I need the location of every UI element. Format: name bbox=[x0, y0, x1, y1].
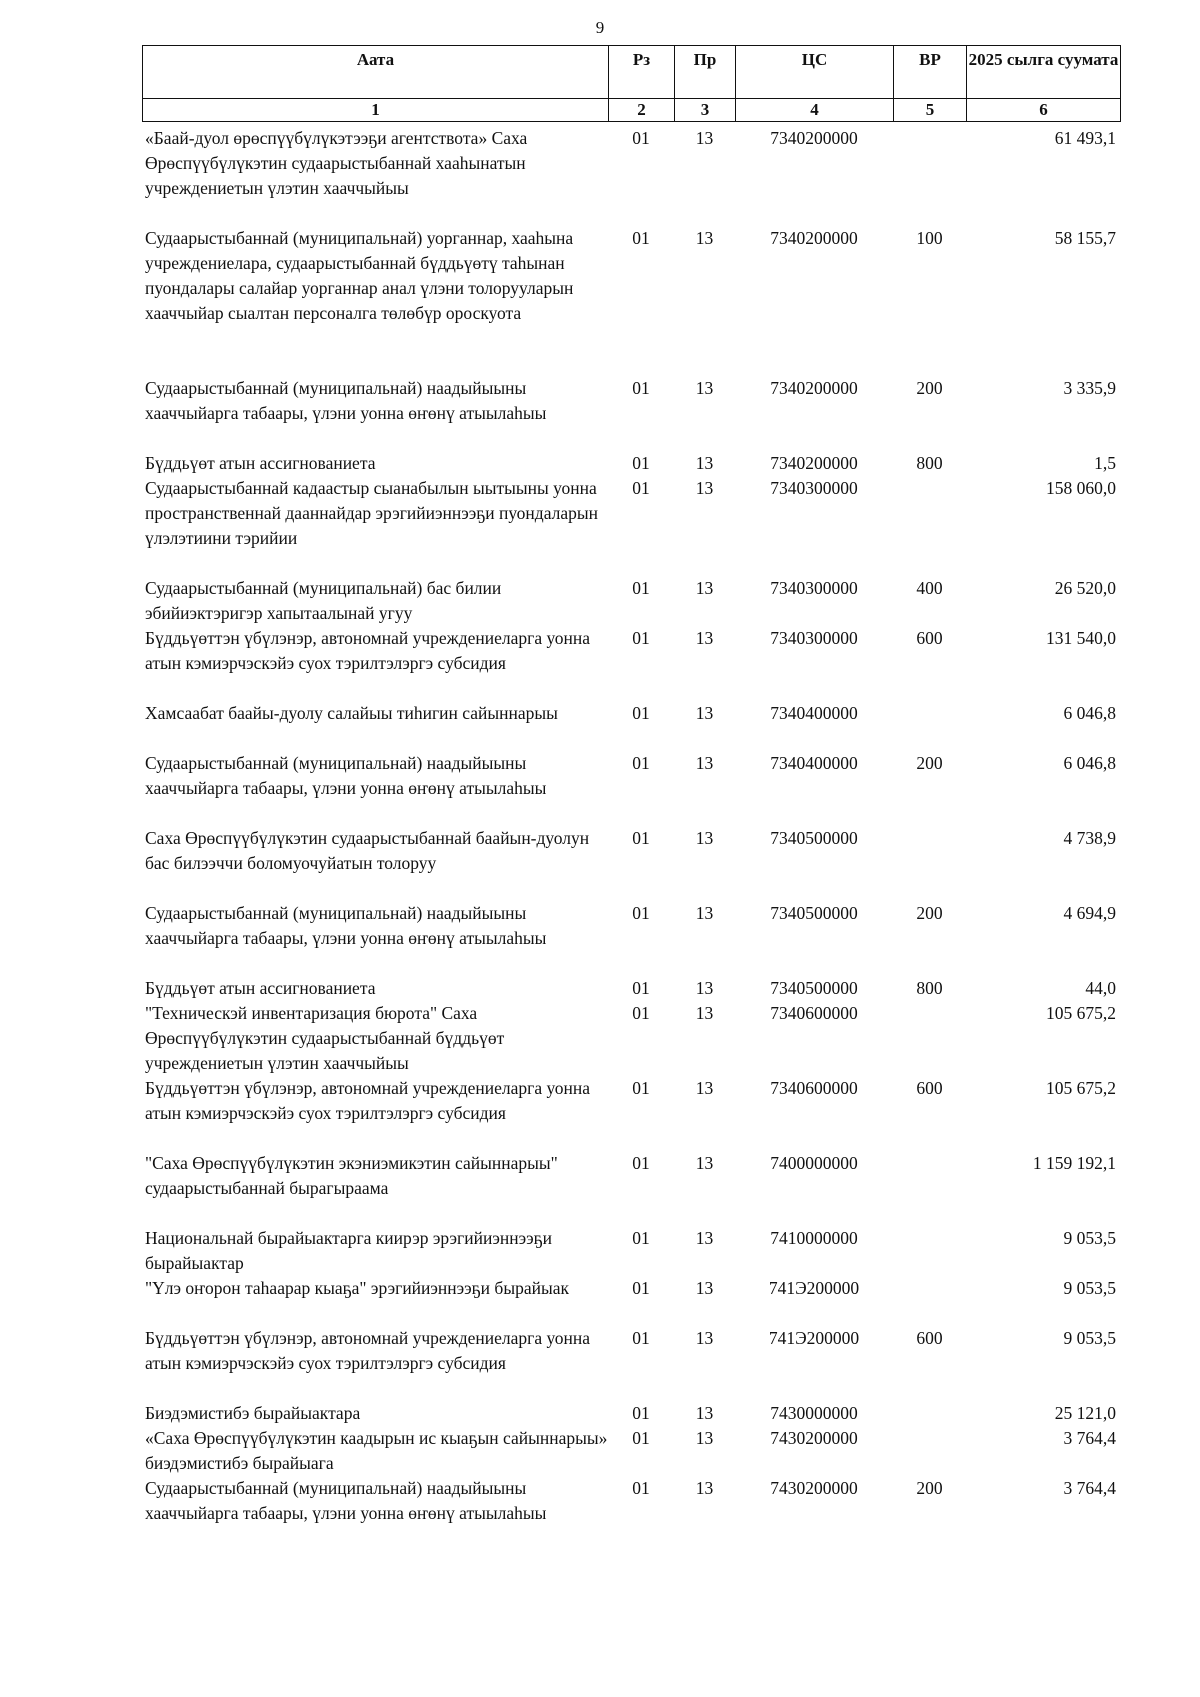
column-number: 4 bbox=[736, 99, 894, 122]
header-amount: 2025 сылга суумата bbox=[967, 46, 1121, 99]
row-rz: 01 bbox=[632, 1478, 650, 1498]
row-rz: 01 bbox=[632, 1278, 650, 1298]
table-header bbox=[142, 45, 1121, 122]
row-cs: 7340200000 bbox=[770, 228, 858, 248]
table-row bbox=[142, 826, 1120, 901]
row-name: Бүддьүөт атын ассигнованиета bbox=[145, 978, 376, 998]
row-rz: 01 bbox=[632, 1228, 650, 1248]
row-name: «Баай-дуол өрөспүүбүлүкэтээҕи агентствота» Саха Өрөспүүбүлүкэтин судаарыстыбаннай хааһынатын учреждениетын үлэтин хааччыйыы bbox=[145, 128, 528, 198]
row-cs: 7340200000 bbox=[770, 378, 858, 398]
row-vr: 200 bbox=[916, 1478, 943, 1498]
row-amount: 9 053,5 bbox=[1063, 1228, 1116, 1248]
row-amount: 131 540,0 bbox=[1046, 628, 1116, 648]
row-cs: 7340500000 bbox=[770, 978, 858, 998]
row-rz: 01 bbox=[632, 478, 650, 498]
row-pr: 13 bbox=[695, 1428, 714, 1448]
header-vr: ВР bbox=[894, 46, 967, 99]
row-rz: 01 bbox=[632, 228, 650, 248]
table-row bbox=[142, 576, 1120, 626]
row-amount: 4 738,9 bbox=[1063, 828, 1116, 848]
table-body bbox=[142, 126, 1120, 1526]
row-pr: 13 bbox=[695, 578, 714, 598]
header-row bbox=[143, 46, 1121, 99]
row-vr bbox=[893, 701, 966, 751]
row-pr: 13 bbox=[695, 478, 714, 498]
table-row bbox=[142, 1001, 1120, 1076]
table-row bbox=[142, 1151, 1120, 1226]
row-rz: 01 bbox=[632, 828, 650, 848]
table-row bbox=[142, 626, 1120, 701]
row-name: Судаарыстыбаннай (муниципальнай) бас билии эбийиэктэригэр хапытаалынай угуу bbox=[145, 578, 502, 623]
row-amount: 6 046,8 bbox=[1063, 703, 1116, 723]
row-rz: 01 bbox=[632, 1403, 650, 1423]
row-rz: 01 bbox=[632, 453, 650, 473]
row-cs: 7340200000 bbox=[770, 128, 858, 148]
row-name: Бүддьүөттэн үбүлэнэр, автономнай учреждениеларга уонна атын кэмиэрчэскэйэ суох тэрилтэлэргэ субсидия bbox=[145, 628, 591, 673]
column-number-row bbox=[143, 99, 1121, 122]
row-vr: 100 bbox=[916, 228, 943, 248]
table-row bbox=[142, 976, 1120, 1001]
row-vr: 200 bbox=[916, 903, 943, 923]
table-row bbox=[142, 751, 1120, 826]
row-vr: 600 bbox=[916, 1078, 943, 1098]
row-vr: 200 bbox=[916, 753, 943, 773]
row-pr: 13 bbox=[695, 1153, 714, 1173]
row-cs: 7430000000 bbox=[770, 1403, 858, 1423]
row-amount: 3 764,4 bbox=[1063, 1478, 1116, 1498]
row-cs: 741Э200000 bbox=[768, 1328, 860, 1348]
row-pr: 13 bbox=[695, 978, 714, 998]
row-cs: 7340600000 bbox=[770, 1003, 858, 1023]
row-amount: 1,5 bbox=[1094, 453, 1116, 473]
row-name: Судаарыстыбаннай (муниципальнай) наадыйыыны хааччыйарга табаары, үлэни уонна өҥөнү атыылаһыы bbox=[145, 903, 547, 948]
table-row bbox=[142, 1276, 1120, 1326]
table-row bbox=[142, 1426, 1120, 1476]
row-vr: 800 bbox=[916, 978, 943, 998]
row-amount: 3 335,9 bbox=[1063, 378, 1116, 398]
row-name: Бүддьүөт атын ассигнованиета bbox=[145, 453, 376, 473]
column-number: 1 bbox=[143, 99, 609, 122]
row-amount: 1 159 192,1 bbox=[1032, 1153, 1116, 1173]
row-amount: 26 520,0 bbox=[1054, 578, 1116, 598]
row-cs: 7340500000 bbox=[770, 828, 858, 848]
row-pr: 13 bbox=[695, 228, 714, 248]
row-name: Судаарыстыбаннай (муниципальнай) наадыйыыны хааччыйарга табаары, үлэни уонна өҥөнү атыылаһыы bbox=[145, 1478, 547, 1523]
row-name: Судаарыстыбаннай (муниципальнай) наадыйыыны хааччыйарга табаары, үлэни уонна өҥөнү атыылаһыы bbox=[145, 753, 547, 798]
row-pr: 13 bbox=[695, 703, 714, 723]
row-pr: 13 bbox=[695, 453, 714, 473]
table-row bbox=[142, 226, 1120, 376]
table-row bbox=[142, 476, 1120, 576]
row-name: Бүддьүөттэн үбүлэнэр, автономнай учреждениеларга уонна атын кэмиэрчэскэйэ суох тэрилтэлэргэ субсидия bbox=[145, 1328, 591, 1373]
row-amount: 61 493,1 bbox=[1054, 128, 1116, 148]
row-amount: 105 675,2 bbox=[1046, 1078, 1116, 1098]
row-pr: 13 bbox=[695, 1228, 714, 1248]
row-name: Биэдэмистибэ бырайыактара bbox=[145, 1403, 361, 1423]
row-cs: 7400000000 bbox=[770, 1153, 858, 1173]
row-amount: 158 060,0 bbox=[1046, 478, 1116, 498]
table-row bbox=[142, 126, 1120, 226]
row-pr: 13 bbox=[695, 1003, 714, 1023]
header-pr: Пр bbox=[675, 46, 736, 99]
row-pr: 13 bbox=[695, 1403, 714, 1423]
row-rz: 01 bbox=[632, 628, 650, 648]
row-rz: 01 bbox=[632, 1328, 650, 1348]
row-name: Национальнай бырайыактарга киирэр эрэгийиэннээҕи бырайыактар bbox=[145, 1228, 552, 1273]
row-name: Бүддьүөттэн үбүлэнэр, автономнай учреждениеларга уонна атын кэмиэрчэскэйэ суох тэрилтэлэргэ субсидия bbox=[145, 1078, 591, 1123]
row-rz: 01 bbox=[632, 1078, 650, 1098]
header-name: Аата bbox=[143, 46, 609, 99]
row-rz: 01 bbox=[632, 1428, 650, 1448]
row-rz: 01 bbox=[632, 578, 650, 598]
row-vr bbox=[893, 1226, 966, 1276]
row-rz: 01 bbox=[632, 978, 650, 998]
row-cs: 7340600000 bbox=[770, 1078, 858, 1098]
row-amount: 9 053,5 bbox=[1063, 1278, 1116, 1298]
column-number: 6 bbox=[967, 99, 1121, 122]
row-cs: 7340200000 bbox=[770, 453, 858, 473]
row-pr: 13 bbox=[695, 903, 714, 923]
column-number: 3 bbox=[675, 99, 736, 122]
row-rz: 01 bbox=[632, 903, 650, 923]
row-name: Саха Өрөспүүбүлүкэтин судаарыстыбаннай баайын-дуолун бас билээччи боломуочуйатын толоруу bbox=[145, 828, 590, 873]
row-cs: 7340300000 bbox=[770, 478, 858, 498]
row-name: Судаарыстыбаннай кадаастыр сыанабылын ыытыыны уонна пространственнай дааннайдар эрэгийиэннээҕи пуондаларын үлэлэтиини тэрийии bbox=[145, 478, 598, 548]
table-row bbox=[142, 1326, 1120, 1401]
row-name: Судаарыстыбаннай (муниципальнай) наадыйыыны хааччыйарга табаары, үлэни уонна өҥөнү атыылаһыы bbox=[145, 378, 547, 423]
row-vr bbox=[893, 1276, 966, 1326]
table-row bbox=[142, 1076, 1120, 1151]
row-vr: 800 bbox=[916, 453, 943, 473]
row-name: Хамсаабат баайы-дуолу салайыы тиһигин сайыннарыы bbox=[145, 703, 558, 723]
column-number: 5 bbox=[894, 99, 967, 122]
table-row bbox=[142, 1401, 1120, 1426]
row-name: "Үлэ оҥорон таһаарар кыаҕа" эрэгийиэннээҕи бырайыак bbox=[145, 1278, 569, 1298]
row-vr bbox=[893, 1001, 966, 1076]
table-row bbox=[142, 901, 1120, 976]
row-vr bbox=[893, 1151, 966, 1226]
row-rz: 01 bbox=[632, 753, 650, 773]
row-rz: 01 bbox=[632, 703, 650, 723]
row-amount: 58 155,7 bbox=[1054, 228, 1116, 248]
row-vr: 600 bbox=[916, 1328, 943, 1348]
row-pr: 13 bbox=[695, 828, 714, 848]
row-amount: 4 694,9 bbox=[1063, 903, 1116, 923]
table-row bbox=[142, 376, 1120, 451]
row-cs: 741Э200000 bbox=[768, 1278, 860, 1298]
header-cs: ЦС bbox=[736, 46, 894, 99]
row-name: "Саха Өрөспүүбүлүкэтин экэниэмикэтин сайыннарыы" судаарыстыбаннай бырагыраама bbox=[145, 1153, 558, 1198]
row-vr bbox=[893, 826, 966, 901]
row-rz: 01 bbox=[632, 1153, 650, 1173]
row-cs: 7340300000 bbox=[770, 628, 858, 648]
row-cs: 7430200000 bbox=[770, 1428, 858, 1448]
row-vr bbox=[893, 476, 966, 576]
row-vr bbox=[893, 1426, 966, 1476]
row-pr: 13 bbox=[695, 1328, 714, 1348]
row-pr: 13 bbox=[695, 1078, 714, 1098]
row-amount: 25 121,0 bbox=[1054, 1403, 1116, 1423]
row-cs: 7410000000 bbox=[770, 1228, 858, 1248]
row-pr: 13 bbox=[695, 1278, 714, 1298]
row-vr: 600 bbox=[916, 628, 943, 648]
table-row bbox=[142, 1476, 1120, 1526]
row-amount: 9 053,5 bbox=[1063, 1328, 1116, 1348]
row-name: Судаарыстыбаннай (муниципальнай) уорганнар, хааһына учреждениелара, судаарыстыбаннай бүддьүөтү таһынан пуондалары салайар уорганнар анал үлэни толорууларын хааччыйар сыалтан персоналга төлөбүр ороскуота bbox=[145, 228, 574, 323]
row-pr: 13 bbox=[695, 378, 714, 398]
header-rz: Рз bbox=[609, 46, 675, 99]
row-cs: 7340500000 bbox=[770, 903, 858, 923]
table-row bbox=[142, 1226, 1120, 1276]
row-cs: 7340400000 bbox=[770, 703, 858, 723]
row-amount: 44,0 bbox=[1085, 978, 1116, 998]
table-row bbox=[142, 451, 1120, 476]
row-pr: 13 bbox=[695, 1478, 714, 1498]
row-vr: 200 bbox=[916, 378, 943, 398]
row-pr: 13 bbox=[695, 628, 714, 648]
row-cs: 7340300000 bbox=[770, 578, 858, 598]
row-amount: 3 764,4 bbox=[1063, 1428, 1116, 1448]
row-vr bbox=[893, 126, 966, 226]
row-rz: 01 bbox=[632, 378, 650, 398]
table-row bbox=[142, 701, 1120, 751]
row-amount: 6 046,8 bbox=[1063, 753, 1116, 773]
row-name: "Техническэй инвентаризация бюрота" Саха Өрөспүүбүлүкэтин судаарыстыбаннай бүддьүөт учреждениетын үлэтин хааччыйыы bbox=[145, 1003, 505, 1073]
row-vr: 400 bbox=[916, 578, 943, 598]
row-name: «Саха Өрөспүүбүлүкэтин каадырын ис кыаҕын сайыннарыы» биэдэмистибэ бырайыага bbox=[145, 1428, 608, 1473]
row-cs: 7430200000 bbox=[770, 1478, 858, 1498]
row-amount: 105 675,2 bbox=[1046, 1003, 1116, 1023]
column-number: 2 bbox=[609, 99, 675, 122]
row-cs: 7340400000 bbox=[770, 753, 858, 773]
page-number: 9 bbox=[595, 18, 605, 37]
row-rz: 01 bbox=[632, 1003, 650, 1023]
row-pr: 13 bbox=[695, 128, 714, 148]
row-pr: 13 bbox=[695, 753, 714, 773]
row-rz: 01 bbox=[632, 128, 650, 148]
row-vr bbox=[893, 1401, 966, 1426]
